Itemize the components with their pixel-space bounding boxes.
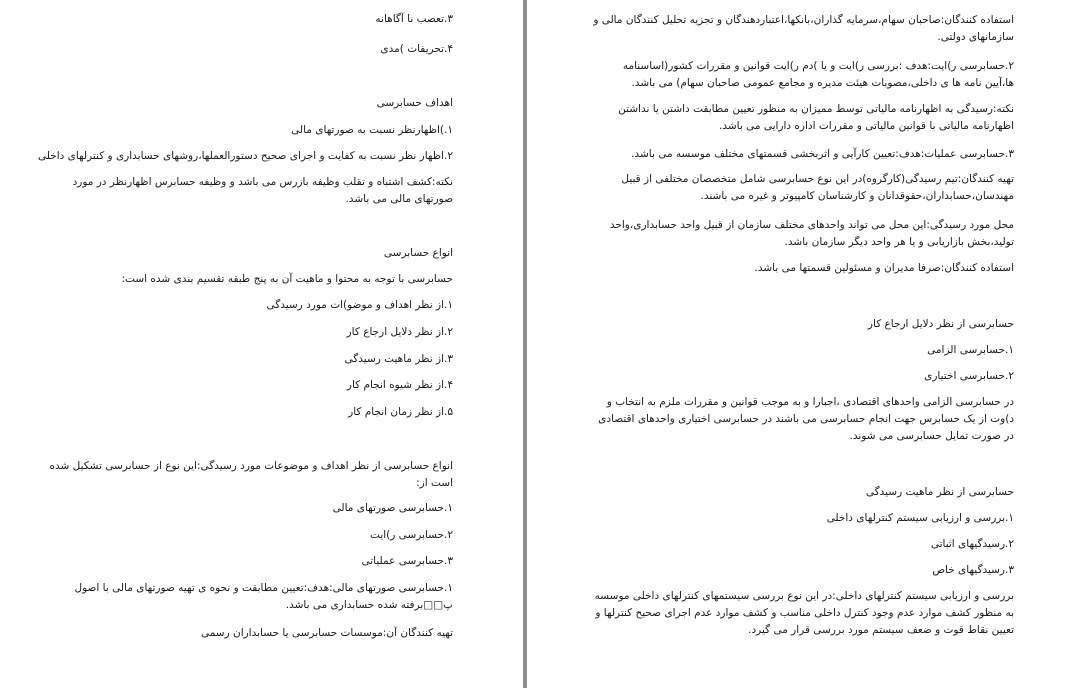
- section-heading: حسابرسی از نظر دلایل ارجاع کار: [867, 318, 1014, 330]
- text-line: استفاده کنندگان:صرفا مدیران و مسئولین قسمتها می باشد.: [754, 262, 1014, 274]
- list-item: ۱.بررسی و ارزیابی سیستم کنترلهای داخلی: [826, 512, 1014, 524]
- document-page-left: [0, 0, 523, 688]
- text-paragraph: ۱.حسابرسی صورتهای مالی:هدف:تعیین مطابقت و نحوه ی تهیه صورتهای مالی با اصول پ□□برفته شده حسابداری می باشد.: [74, 582, 453, 611]
- section-heading: اهداف حسابرسی: [376, 97, 453, 109]
- list-item: ۱.از نظر اهداف و موضو)ات مورد رسیدگی: [266, 299, 453, 311]
- section-heading: انواع حسابرسی: [383, 247, 453, 259]
- list-item: ۱.حسابرسی الزامی: [927, 344, 1014, 356]
- text-line: ۴.تحریفات )مدی: [380, 43, 453, 55]
- text-line: حسابرسی با توجه به محتوا و ماهیت آن به پنج طبقه تقسیم بندی شده است:: [121, 273, 453, 285]
- text-paragraph: انواع حسابرسی از نظر اهداف و موضوعات مورد رسیدگی:این نوع از حسابرسی تشکیل شده است از:: [49, 460, 453, 489]
- list-item: ۳.حسابرسی عملیاتی: [361, 555, 453, 567]
- list-item: ۲.حسابرسی ر)ایت: [370, 529, 453, 541]
- list-item: ۲.رسیدگیهای اثباتی: [930, 538, 1014, 550]
- text-line: ۳.تعصب نا آگاهانه: [375, 13, 453, 25]
- text-line: ۱.)اظهارنظر نسبت به صورتهای مالی: [291, 124, 453, 136]
- text-paragraph: محل مورد رسیدگی:این محل می تواند واحدهای مختلف سازمان از قبیل واحد حسابداری،واحد تولید،بخش بازاریابی و یا هر واحد دیگر سازمان باشد.: [609, 219, 1014, 248]
- text-paragraph: استفاده کنندگان:صاحبان سهام،سرمایه گذاران،بانکها،اعتباردهندگان و تجزیه تحلیل کنندگان مالی و سازمانهای دولتی.: [593, 14, 1014, 43]
- list-item: ۲.از نظر دلایل ارجاع کار: [346, 326, 453, 338]
- text-paragraph: نکته:رسیدگی به اظهارنامه مالیاتی توسط ممیزان به منظور تعیین مطابقت داشتن یا نداشتن اظهارنامه مالیاتی با قوانین مالیاتی و مقررات اداره دارایی می باشد.: [618, 103, 1014, 132]
- list-item: ۳.از نظر ماهیت رسیدگی: [344, 353, 453, 365]
- text-paragraph: بررسی و ارزیابی سیستم کنترلهای داخلی:در این نوع بررسی سیستمهای کنترلهای داخلی موسسه به منظور کشف موارد عدم وجود کنترل داخلی مناسب و کشف موارد عدم اجرای صحیح کنترلها و تعیین نقاط قوت و ضعف سیستم مورد بررسی قرار می گیرد.: [594, 590, 1014, 636]
- document-page-right: [527, 0, 1069, 688]
- list-item: ۵.از نظر زمان انجام کار: [348, 406, 453, 418]
- list-item: ۴.از نظر شیوه انجام کار: [346, 379, 453, 391]
- text-paragraph: ۲.حسابرسی ر)ایت:هدف :بررسی ر)ایت و یا )دم ر)ایت قوانین و مقررات کشور(اساسنامه ها،آیین نامه ها ی داخلی،مصوبات هیئت مدیره و مجامع عمومی صاحبان سهام) می باشد.: [622, 60, 1014, 89]
- list-item: ۱.حسابرسی صورتهای مالی: [332, 502, 453, 514]
- text-paragraph: در حسابرسی الزامی واحدهای اقتصادی ،اجبارا و به موجب قوانین و مقررات ملزم به انتخاب و د)وت از یک حسابرس جهت انجام حسابرسی می باشند در حسابرسی اختیاری واحدهای اقتصادی در صورت تمایل حسابرسی می شوند.: [598, 396, 1014, 442]
- list-item: ۲.حسابرسی اختیاری: [924, 370, 1014, 382]
- section-heading: حسابرسی از نظر ماهیت رسیدگی: [865, 486, 1014, 498]
- text-line: تهیه کنندگان آن:موسسات حسابرسی یا حسابداران رسمی: [200, 627, 453, 639]
- text-line: ۲.اظهار نظر نسبت به کفایت و اجرای صحیح دستورالعملها،روشهای حسابداری و کنترلهای داخلی: [37, 150, 453, 162]
- list-item: ۳.رسیدگیهای خاص: [932, 564, 1014, 576]
- text-line: ۳.حسابرسی عملیات:هدف:تعیین کارآیی و اثربخشی قسمتهای مختلف موسسه می باشد.: [631, 148, 1014, 160]
- text-paragraph: تهیه کنندگان:تیم رسیدگی(کارگروه)در این نوع حسابرسی شامل متخصصان مختلفی از قبیل مهندسان،حسابداران،حقوقدانان و کارشناسان کامپیوتر و غیره می باشند.: [621, 173, 1014, 202]
- text-paragraph: نکته:کشف اشتباه و تقلب وظیفه بازرس می باشد و وظیفه حسابرس اظهارنظر در مورد صورتهای مالی می باشد.: [72, 176, 453, 205]
